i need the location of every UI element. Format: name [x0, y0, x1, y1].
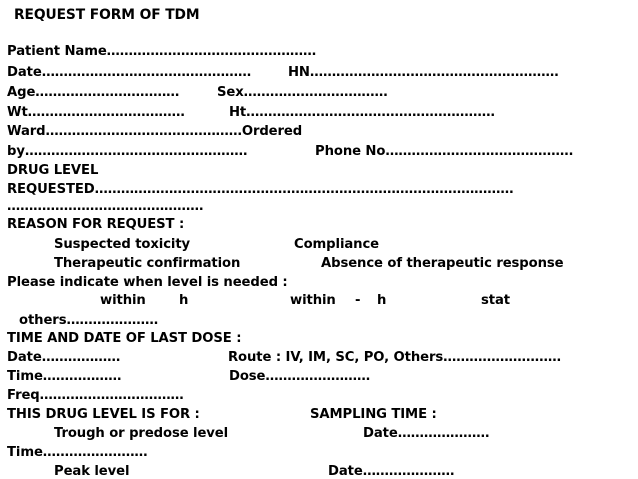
- freq-field[interactable]: Freq……………………………: [7, 388, 184, 403]
- within-label-2[interactable]: within: [290, 293, 336, 308]
- requested-continuation[interactable]: ………………………………………: [7, 199, 204, 214]
- age-field[interactable]: Age……………………………: [7, 85, 180, 100]
- trough-option[interactable]: Trough or predose level: [54, 426, 229, 441]
- last-dose-header: TIME AND DATE OF LAST DOSE :: [7, 331, 242, 346]
- height-field[interactable]: Ht…………………………………………………: [229, 105, 495, 120]
- reason-header: REASON FOR REQUEST :: [7, 217, 185, 232]
- others-field[interactable]: others…………………: [19, 313, 159, 328]
- dash-label: -: [355, 293, 361, 308]
- hour-label-1: h: [179, 293, 189, 308]
- within-label-1[interactable]: within: [100, 293, 146, 308]
- phone-field[interactable]: Phone No…………………………………….: [315, 144, 574, 159]
- level-for-header: THIS DRUG LEVEL IS FOR :: [7, 407, 200, 422]
- route-field[interactable]: Route : IV, IM, SC, PO, Others………………………: [228, 350, 561, 365]
- weight-field[interactable]: Wt………………………………: [7, 105, 185, 120]
- indicate-when-label: Please indicate when level is needed :: [7, 275, 288, 290]
- requested-field[interactable]: REQUESTED……………………………………………………………………………………: [7, 182, 514, 197]
- dose-field[interactable]: Dose……………………: [229, 369, 371, 384]
- ward-field[interactable]: Ward………………………………………Ordered: [7, 124, 303, 139]
- dose-date-field[interactable]: Date………………: [7, 350, 121, 365]
- peak-date-field[interactable]: Date…………………: [328, 464, 455, 479]
- compliance-option[interactable]: Compliance: [294, 237, 380, 252]
- sex-field[interactable]: Sex……………………………: [217, 85, 388, 100]
- time-field[interactable]: Time………………: [7, 369, 122, 384]
- peak-option[interactable]: Peak level: [54, 464, 130, 479]
- ordered-by-field[interactable]: by……………………………………………: [7, 144, 248, 159]
- sampling-time-header: SAMPLING TIME :: [310, 407, 437, 422]
- hn-field[interactable]: HN…………………………………………………: [288, 65, 559, 80]
- sampling-time-field[interactable]: Time……………………: [7, 445, 148, 460]
- date-field[interactable]: Date…………………………………………: [7, 65, 252, 80]
- hour-label-2: h: [377, 293, 387, 308]
- drug-level-label: DRUG LEVEL: [7, 163, 99, 178]
- suspected-toxicity-option[interactable]: Suspected toxicity: [54, 237, 191, 252]
- stat-option[interactable]: stat: [481, 293, 510, 308]
- absence-response-option[interactable]: Absence of therapeutic response: [321, 256, 564, 271]
- therapeutic-confirmation-option[interactable]: Therapeutic confirmation: [54, 256, 241, 271]
- form-title: REQUEST FORM OF TDM: [14, 7, 200, 23]
- trough-date-field[interactable]: Date…………………: [363, 426, 490, 441]
- patient-name-field[interactable]: Patient Name…………………………………………: [7, 44, 317, 59]
